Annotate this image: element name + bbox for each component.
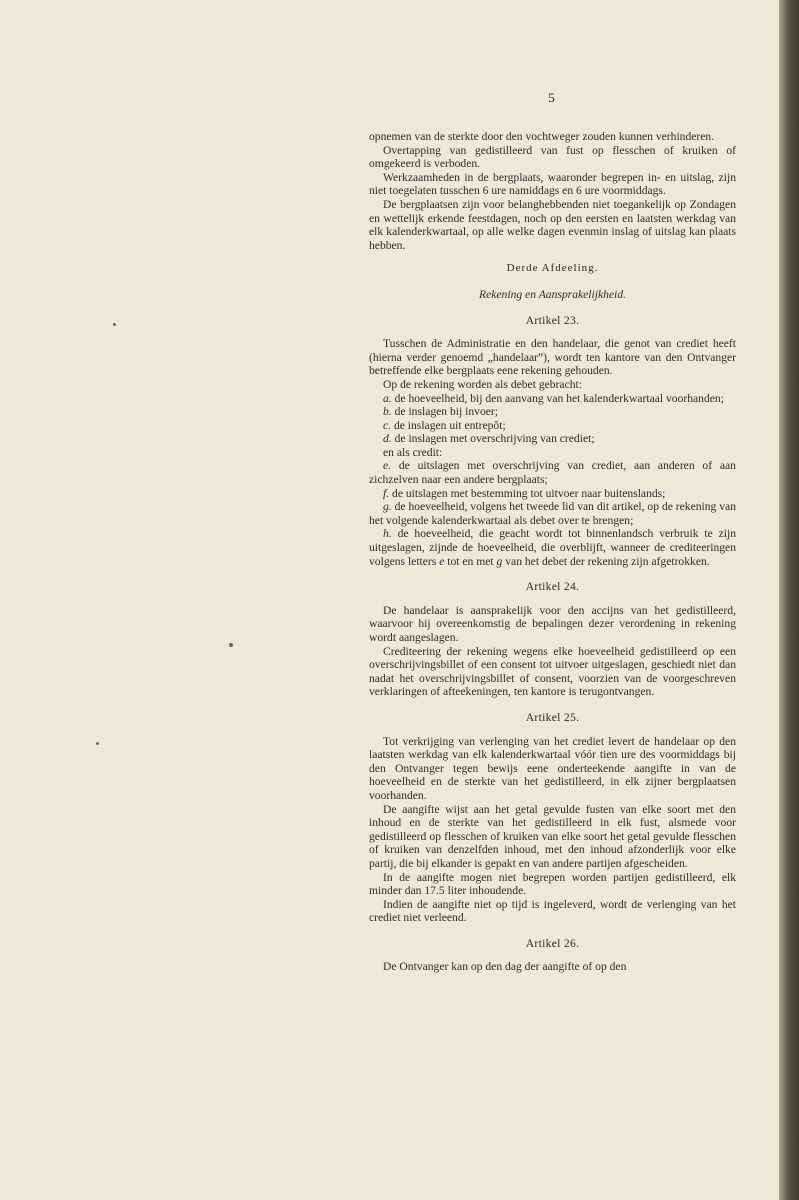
paper-speck [113,323,116,326]
page-body [369,130,736,974]
paragraph: De aangifte wijst aan het getal gevulde fusten van elke soort met den inhoud en de sterkte van het gedistilleerd in elk fust, alsmede voor gedistilleerd op flesschen of kruiken van elke soort het getal gevulde flesschen of kruiken van denzelfden inhoud, met den inhoud afzonderlijk voor elke partij, die bij elkander is gepakt en van andere partijen afgescheiden. [369,802,736,870]
item-text: tot en met [447,554,494,568]
paragraph: In de aangifte mogen niet begrepen worden partijen gedistilleerd, elk minder dan 17.5 liter inhoudende. [369,870,736,898]
book-spine-edge [779,0,799,1200]
paragraph: De handelaar is aansprakelijk voor den accijns van het gedistilleerd, waarvoor hij overeenkomstig de bepalingen dezer verordening in rekening wordt aangeslagen. [369,603,736,644]
item-text: de inslagen bij invoer; [394,405,498,419]
item-text: de inslagen met overschrijving van crediet; [394,432,595,446]
article-heading: Artikel 25. [525,710,580,724]
list-item [369,527,736,568]
item-text: de inslagen uit entrepôt; [393,418,506,432]
article-heading: Artikel 26. [525,936,580,950]
item-reference: e [439,554,445,568]
paragraph: Tusschen de Administratie en den handelaar, die genot van crediet heeft (hierna verder genoemd „handelaar”), wordt ten kantore van den Ontvanger betreffende elke bergplaats eene rekening gehouden. [369,337,736,378]
list-item [369,459,736,486]
page-number: 5 [548,90,555,105]
list-item [369,392,736,406]
paragraph: Crediteering der rekening wegens elke hoeveelheid gedistilleerd op een overschrijvingsbillet of een consent tot uitvoer uitgeslagen, geschiedt niet dan nadat het overschrijvingsbillet of consent, voorzien van de voorgeschreven verklaringen of afteekeningen, ten kantore is terugontvangen. [369,644,736,699]
paragraph: Indien de aangifte niet op tijd is ingeleverd, wordt de verlenging van het crediet niet verleend. [369,897,736,925]
item-letter: g. [383,500,392,514]
item-letter: h. [383,527,392,541]
paragraph: en als credit: [383,445,443,459]
item-reference: g [496,554,503,568]
article-heading: Artikel 23. [525,313,580,327]
section-subheading: Rekening en Aansprakelijkheid. [479,287,626,301]
paragraph: De Ontvanger kan op den dag der aangifte of op den [383,960,627,974]
list-item [369,432,736,446]
item-letter: d. [383,432,392,446]
item-text: de uitslagen met overschrijving van crediet, aan anderen of aan zichzelven naar een andere bergplaats; [369,459,736,487]
list-item [369,419,736,433]
item-text: de hoeveelheid, volgens het tweede lid van dit artikel, op de rekening van het volgende kalenderkwartaal als debet over te brengen; [369,500,736,527]
item-text: de uitslagen met bestemming tot uitvoer naar buitenslands; [392,486,666,500]
paragraph: Overtapping van gedistilleerd van fust op flesschen of kruiken of omgekeerd is verboden. [369,143,736,171]
article-heading: Artikel 24. [525,580,580,594]
paragraph: De bergplaatsen zijn voor belanghebbenden niet toegankelijk op Zondagen en wettelijk erkende feestdagen, noch op den eersten en laatsten werkdag van elk kalenderkwartaal, op alle welke dagen evenmin inslag of uitslag kan plaats hebben. [369,197,736,252]
item-text: de hoeveelheid, bij den aanvang van het kalenderkwartaal voorhanden; [394,391,724,405]
item-text: de hoeveelheid, die geacht wordt tot binnenlandsch verbruik te zijn uitgeslagen, zijnde de hoeveelheid, die overblijft, wanneer de crediteeringen volgens letters [369,527,736,568]
paper-speck [96,742,99,745]
paragraph: Werkzaamheden in de bergplaats, waaronder begrepen in- en uitslag, zijn niet toegelaten tusschen 6 ure namiddags en 6 ure voormiddags. [369,170,736,198]
list-item [369,487,736,501]
paragraph: opnemen van de sterkte door den vochtweger zouden kunnen verhinderen. [369,130,715,143]
item-text: van het debet der rekening zijn afgetrokken. [505,554,710,568]
paragraph: Tot verkrijging van verlenging van het crediet levert de handelaar op den laatsten werkdag van elk kalenderkwartaal vóór tien ure des voormiddags bij den Ontvanger tegen bewijs eene onderteekende aangifte in van de hoeveelheid en de sterkte van het gedistilleerd, in elk zijner bergplaatsen voorhanden. [369,734,736,802]
paragraph: Op de rekening worden als debet gebracht: [383,377,582,391]
paper-speck [229,643,233,647]
item-letter: e. [383,459,392,473]
item-letter: c. [383,418,392,432]
section-heading: Derde Afdeeling. [506,262,599,275]
item-letter: f. [383,486,390,500]
item-letter: a. [383,391,392,405]
list-item [369,500,736,527]
item-letter: b. [383,405,392,419]
list-item [369,405,736,419]
